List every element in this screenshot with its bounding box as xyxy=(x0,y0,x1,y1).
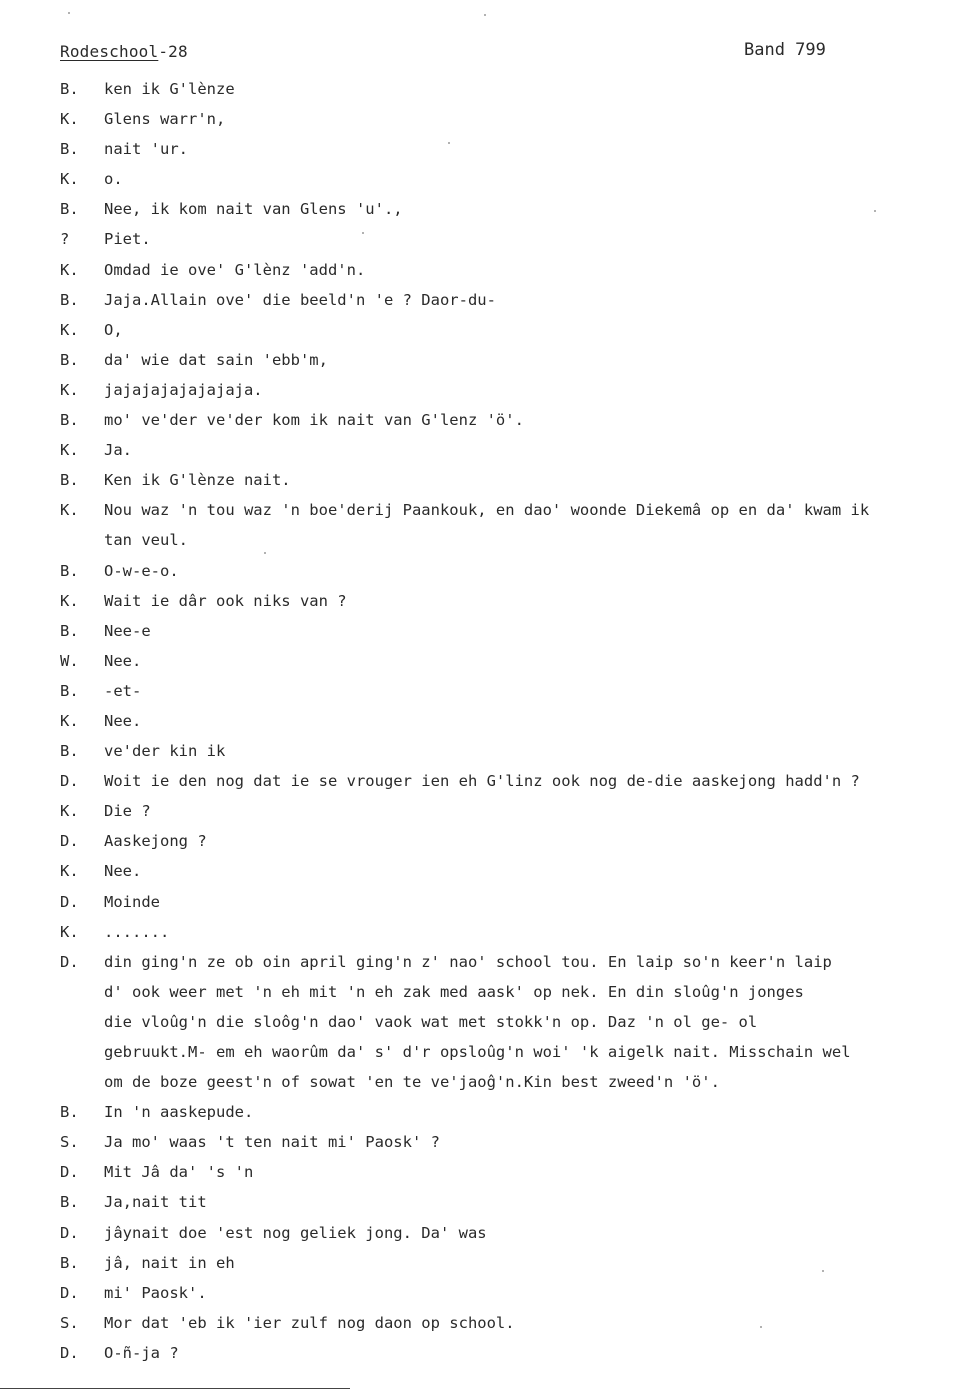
speaker-label: D. xyxy=(60,772,79,791)
utterance xyxy=(104,887,965,917)
utterance-line: die vloûg'n die sloôg'n dao' vaok wat met stokk'n op. Daz 'n ol ge- ol xyxy=(104,1012,758,1031)
speaker-label: B. xyxy=(60,411,79,430)
speaker-label: K. xyxy=(60,922,79,941)
utterance-line: jajajajajajajaja. xyxy=(104,380,263,399)
utterance-line: Nee. xyxy=(104,711,142,730)
speaker-label: K. xyxy=(60,260,79,279)
utterance-line: d' ook weer met 'n eh mit 'n eh zak med aask' op nek. En din sloûg'n jonges xyxy=(104,982,804,1001)
utterance-line: jâ, nait in eh xyxy=(104,1253,235,1272)
speaker-label: ? xyxy=(60,230,70,249)
transcript-row xyxy=(60,315,965,345)
utterance-line: din ging'n ze ob oin april ging'n z' nao' school tou. En laip so'n keer'n laip xyxy=(104,952,832,971)
utterance-line: O, xyxy=(104,320,123,339)
speaker-label: K. xyxy=(60,591,79,610)
utterance-line: Nee. xyxy=(104,862,142,881)
speaker-label: K. xyxy=(60,711,79,730)
utterance xyxy=(104,856,965,886)
utterance-line: da' wie dat sain 'ebb'm, xyxy=(104,350,328,369)
utterance xyxy=(104,676,965,706)
utterance xyxy=(104,345,965,375)
transcript-row xyxy=(60,194,965,224)
utterance xyxy=(104,164,965,194)
speaker-label: B. xyxy=(60,80,79,98)
transcript-row xyxy=(60,255,965,285)
transcript-row xyxy=(60,1187,965,1217)
speaker-label: B. xyxy=(60,561,79,580)
utterance xyxy=(104,616,965,646)
transcript-row xyxy=(60,164,965,194)
speaker-label: B. xyxy=(60,1103,79,1122)
transcript xyxy=(60,74,965,1368)
speaker-label: B. xyxy=(60,290,79,309)
utterance xyxy=(104,1248,965,1278)
utterance xyxy=(104,74,965,104)
speaker-label: D. xyxy=(60,1223,79,1242)
transcript-row xyxy=(60,134,965,164)
utterance-line: o. xyxy=(104,170,123,189)
utterance-line: mo' ve'der ve'der kom ik nait van G'lenz 'ö'. xyxy=(104,411,524,430)
transcript-row xyxy=(60,796,965,826)
utterance-line: Ja. xyxy=(104,441,132,460)
utterance xyxy=(104,285,965,315)
transcript-row xyxy=(60,345,965,375)
speaker-label: D. xyxy=(60,1163,79,1182)
transcript-row xyxy=(60,1248,965,1278)
utterance-line: ken ik G'lènze xyxy=(104,80,235,98)
transcript-row xyxy=(60,586,965,616)
scan-speck xyxy=(760,1326,762,1328)
utterance-line: Aaskejong ? xyxy=(104,832,207,851)
utterance xyxy=(104,706,965,736)
utterance-line: Ken ik G'lènze nait. xyxy=(104,471,291,490)
transcript-row xyxy=(60,435,965,465)
footer-rule xyxy=(0,1388,350,1389)
utterance xyxy=(104,586,965,616)
speaker-label: B. xyxy=(60,681,79,700)
transcript-row xyxy=(60,1338,965,1368)
transcript-row xyxy=(60,736,965,766)
transcript-row xyxy=(60,856,965,886)
transcript-row xyxy=(60,495,965,555)
utterance-line: In 'n aaskepude. xyxy=(104,1103,254,1122)
utterance-line: Piet. xyxy=(104,230,151,249)
transcript-row xyxy=(60,104,965,134)
utterance-line: Woit ie den nog dat ie se vrouger ien eh G'linz ook nog de-die aaskejong hadd'n ? xyxy=(104,772,860,791)
utterance xyxy=(104,255,965,285)
transcript-row xyxy=(60,706,965,736)
utterance-line: Nee-e xyxy=(104,621,151,640)
utterance-line: Mor dat 'eb ik 'ier zulf nog daon op school. xyxy=(104,1313,515,1332)
transcript-row xyxy=(60,224,965,254)
speaker-label: B. xyxy=(60,200,79,219)
utterance xyxy=(104,1338,965,1368)
document-id-suffix: -28 xyxy=(158,42,188,61)
speaker-label: W. xyxy=(60,651,79,670)
speaker-label: B. xyxy=(60,621,79,640)
utterance-line: Mit Jâ da' 's 'n xyxy=(104,1163,254,1182)
transcript-row xyxy=(60,556,965,586)
utterance xyxy=(104,1097,965,1127)
utterance-line: Nee. xyxy=(104,651,142,670)
transcript-row xyxy=(60,465,965,495)
utterance-line: mi' Paosk'. xyxy=(104,1283,207,1302)
utterance xyxy=(104,736,965,766)
utterance-line: Ja,nait tit xyxy=(104,1193,207,1212)
transcript-row xyxy=(60,1218,965,1248)
scan-speck xyxy=(362,232,364,234)
utterance-line: Die ? xyxy=(104,802,151,821)
utterance xyxy=(104,826,965,856)
document-id xyxy=(60,42,188,61)
utterance-line: O-ñ-ja ? xyxy=(104,1343,179,1362)
speaker-label: D. xyxy=(60,832,79,851)
utterance-line: nait 'ur. xyxy=(104,140,188,159)
utterance xyxy=(104,224,965,254)
speaker-label: D. xyxy=(60,1283,79,1302)
transcript-row xyxy=(60,405,965,435)
utterance xyxy=(104,1308,965,1338)
transcript-row xyxy=(60,676,965,706)
utterance-line: om de boze geest'n of sowat 'en te ve'jaoĝ'n.Kin best zweed'n 'ö'. xyxy=(104,1073,720,1092)
transcript-row xyxy=(60,285,965,315)
utterance-line: tan veul. xyxy=(104,531,188,550)
utterance xyxy=(104,556,965,586)
utterance xyxy=(104,375,965,405)
scan-speck xyxy=(874,210,876,212)
utterance xyxy=(104,405,965,435)
transcript-row xyxy=(60,917,965,947)
speaker-label: K. xyxy=(60,802,79,821)
utterance xyxy=(104,1157,965,1187)
speaker-label: D. xyxy=(60,952,79,971)
utterance xyxy=(104,917,965,947)
speaker-label: D. xyxy=(60,1343,79,1362)
speaker-label: S. xyxy=(60,1313,79,1332)
utterance xyxy=(104,796,965,826)
transcript-row xyxy=(60,1157,965,1187)
speaker-label: K. xyxy=(60,441,79,460)
utterance-line: Wait ie dâr ook niks van ? xyxy=(104,591,347,610)
transcript-row xyxy=(60,1308,965,1338)
utterance xyxy=(104,315,965,345)
utterance xyxy=(104,465,965,495)
tape-number: Band 799 xyxy=(744,40,826,60)
speaker-label: K. xyxy=(60,501,79,520)
utterance xyxy=(104,435,965,465)
utterance xyxy=(104,495,965,555)
utterance xyxy=(104,766,965,796)
utterance-line: O-w-e-o. xyxy=(104,561,179,580)
scan-speck xyxy=(484,14,486,16)
utterance-line: ....... xyxy=(104,922,170,941)
utterance-line: Omdad ie ove' G'lènz 'add'n. xyxy=(104,260,366,279)
utterance xyxy=(104,947,965,1097)
transcript-row xyxy=(60,616,965,646)
utterance-line: Glens warr'n, xyxy=(104,110,226,129)
utterance xyxy=(104,104,965,134)
utterance-line: -et- xyxy=(104,681,142,700)
scan-speck xyxy=(68,12,70,14)
speaker-label: K. xyxy=(60,380,79,399)
speaker-label: D. xyxy=(60,892,79,911)
utterance xyxy=(104,646,965,676)
utterance-line: Ja mo' waas 't ten nait mi' Paosk' ? xyxy=(104,1133,440,1152)
speaker-label: B. xyxy=(60,140,79,159)
utterance xyxy=(104,1218,965,1248)
utterance-line: gebruukt.M- em eh waorûm da' s' d'r opsloûg'n woi' 'k aigelk nait. Misschain wel xyxy=(104,1043,851,1061)
speaker-label: B. xyxy=(60,350,79,369)
transcript-row xyxy=(60,1097,965,1127)
speaker-label: K. xyxy=(60,170,79,189)
utterance xyxy=(104,194,965,224)
utterance xyxy=(104,1127,965,1157)
utterance xyxy=(104,1278,965,1308)
transcript-row xyxy=(60,826,965,856)
transcript-row xyxy=(60,947,965,1097)
transcript-row xyxy=(60,766,965,796)
utterance-line: jâynait doe 'est nog geliek jong. Da' was xyxy=(104,1223,487,1242)
utterance-line: Nee, ik kom nait van Glens 'u'., xyxy=(104,200,403,219)
scan-speck xyxy=(448,142,450,144)
speaker-label: B. xyxy=(60,742,79,761)
speaker-label: B. xyxy=(60,1253,79,1272)
transcript-row xyxy=(60,1278,965,1308)
transcript-row xyxy=(60,74,965,104)
transcript-row xyxy=(60,1127,965,1157)
utterance xyxy=(104,1187,965,1217)
document-id-underlined: Rodeschool xyxy=(60,42,159,61)
speaker-label: K. xyxy=(60,862,79,881)
scan-speck xyxy=(264,552,266,554)
utterance-line: Moinde xyxy=(104,892,160,911)
utterance-line: ve'der kin ik xyxy=(104,742,226,761)
speaker-label: S. xyxy=(60,1133,79,1152)
scan-speck xyxy=(822,1270,824,1272)
speaker-label: B. xyxy=(60,1193,79,1212)
utterance xyxy=(104,134,965,164)
utterance-line: Nou waz 'n tou waz 'n boe'derij Paankouk, en dao' woonde Diekemâ op en da' kwam ik xyxy=(104,501,870,520)
transcript-row xyxy=(60,887,965,917)
speaker-label: K. xyxy=(60,320,79,339)
transcript-row xyxy=(60,375,965,405)
utterance-line: Jaja.Allain ove' die beeld'n 'e ? Daor-du- xyxy=(104,290,496,309)
speaker-label: B. xyxy=(60,471,79,490)
transcript-row xyxy=(60,646,965,676)
speaker-label: K. xyxy=(60,110,79,129)
